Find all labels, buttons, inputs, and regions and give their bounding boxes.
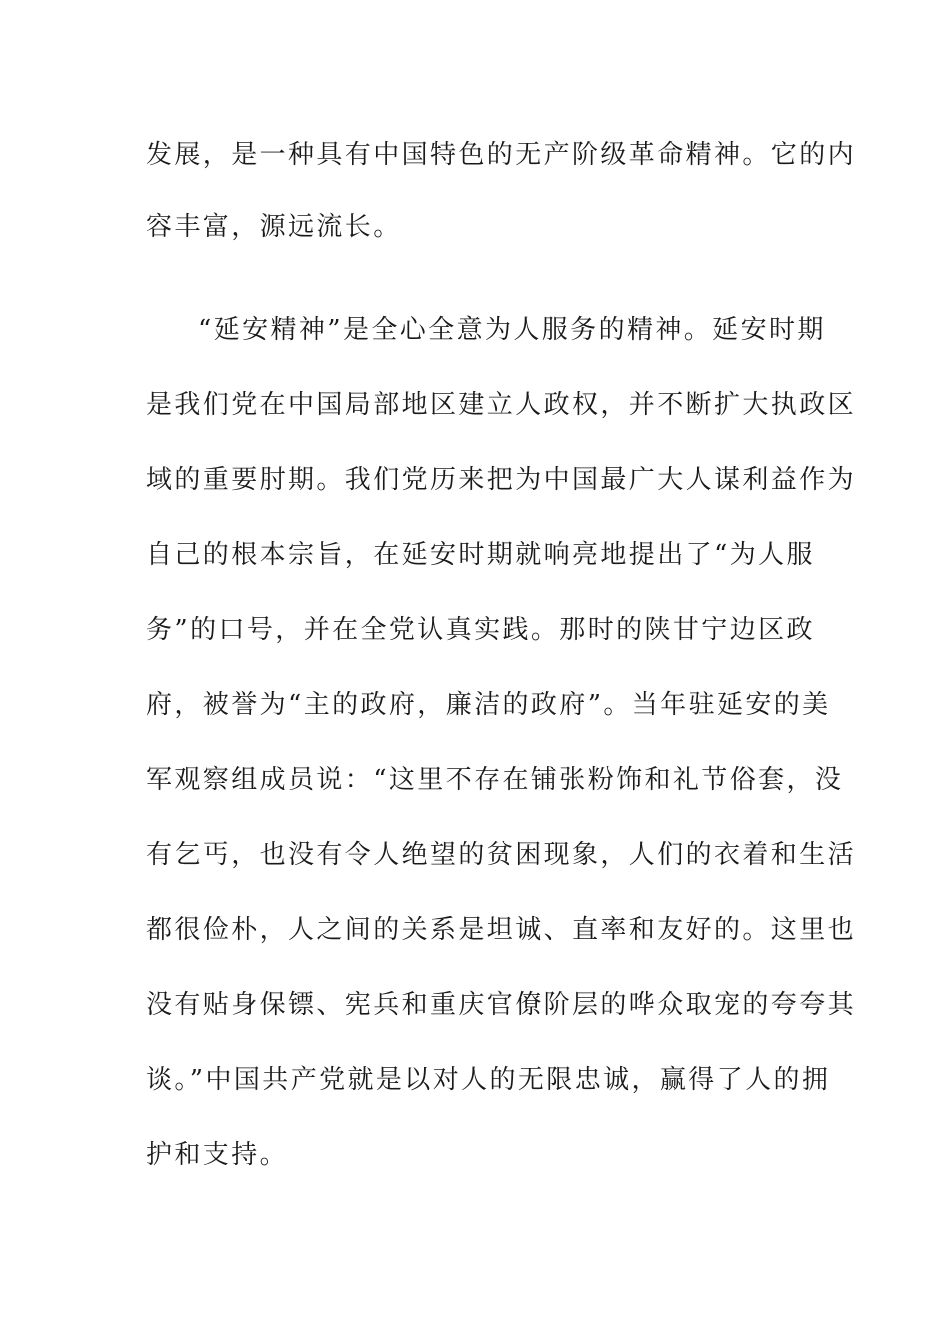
text-line: “延安精神”是全心全意为人服务的精神。延安时期 [198, 315, 826, 345]
text-line: 有乞丐，也没有令人绝望的贫困现象，人们的衣着和生活 [146, 840, 857, 870]
text-line: 自己的根本宗旨，在延安时期就响亮地提出了“为人服 [146, 540, 815, 570]
text-line: 护和支持。 [146, 1140, 289, 1170]
text-line: 谈。”中国共产党就是以对人的无限忠诚，赢得了人的拥 [146, 1065, 831, 1095]
text-line: 是我们党在中国局部地区建立人政权，并不断扩大执政区 [146, 390, 857, 420]
text-line: 容丰富，源远流长。 [146, 212, 402, 242]
text-line: 没有贴身保镖、宪兵和重庆官僚阶层的哗众取宠的夸夸其 [146, 990, 857, 1020]
text-line: 务”的口号，并在全党认真实践。那时的陕甘宁边区政 [146, 615, 815, 645]
text-line: 发展，是一种具有中国特色的无产阶级革命精神。它的内 [146, 140, 857, 170]
text-line: 府，被誉为“主的政府，廉洁的政府”。当年驻延安的美 [146, 690, 831, 720]
text-line: 军观察组成员说：“这里不存在铺张粉饰和礼节俗套，没 [146, 765, 844, 795]
text-line: 都很俭朴，人之间的关系是坦诚、直率和友好的。这里也 [146, 915, 857, 945]
text-line: 域的重要肘期。我们党历来把为中国最广大人谋利益作为 [146, 465, 857, 495]
